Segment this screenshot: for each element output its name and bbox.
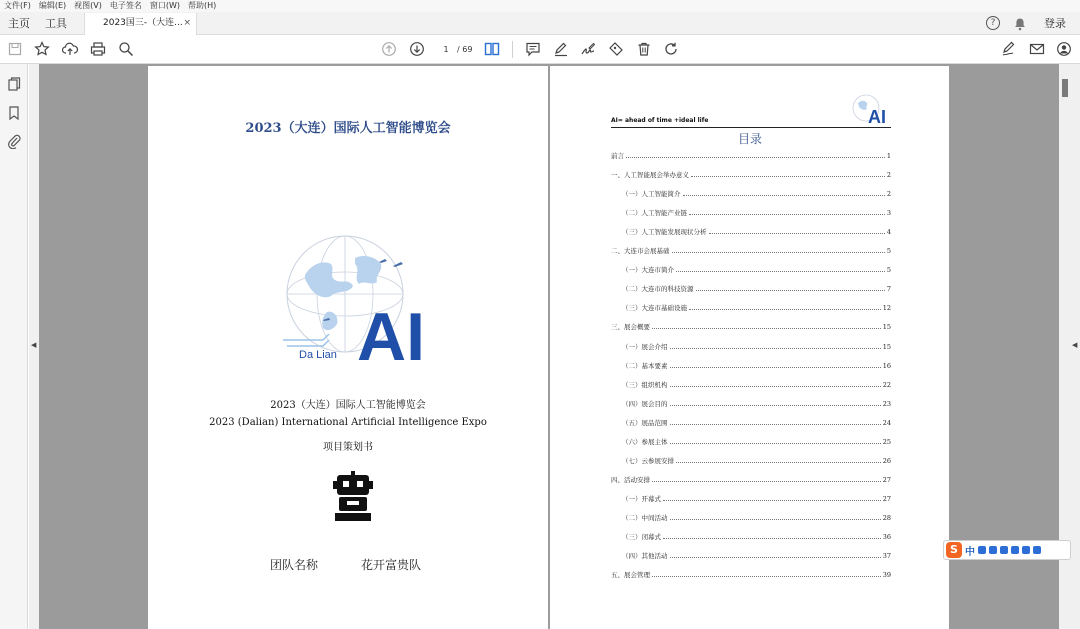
- toc-entry[interactable]: [622, 398, 891, 408]
- header-tagline: AI= ahead of time +ideal life: [611, 117, 709, 124]
- toc-entry-page: 3: [886, 209, 891, 218]
- ime-logo-icon[interactable]: S: [946, 542, 962, 558]
- toc-leader-dots: [670, 386, 881, 387]
- robot-icon: [327, 471, 379, 523]
- toc-entry-page: 26: [882, 456, 891, 465]
- share-user-icon[interactable]: [1056, 41, 1072, 57]
- team-name: 花开富贵队: [361, 558, 422, 572]
- menu-file[interactable]: 文件(F): [4, 1, 31, 10]
- cover-subtitle-cn: 2023（大连）国际人工智能博览会: [270, 400, 426, 411]
- ime-toolbar[interactable]: [943, 540, 1071, 560]
- rotate-icon[interactable]: [663, 41, 679, 57]
- toc-entry-page: 22: [882, 380, 891, 389]
- bookmark-star-icon[interactable]: [34, 41, 50, 57]
- print-icon[interactable]: [90, 41, 106, 57]
- toc-entry-label: （一）大连市简介: [622, 266, 674, 275]
- tab-document[interactable]: [84, 13, 197, 35]
- toc-entry-label: （二）中间活动: [622, 513, 668, 522]
- toc-leader-dots: [696, 290, 885, 291]
- toc-entry-label: 五、展会管理: [611, 571, 650, 580]
- toc-entry[interactable]: [622, 341, 891, 351]
- toc-entry[interactable]: [622, 550, 891, 560]
- menu-help[interactable]: 帮助(H): [188, 1, 217, 10]
- toc-leader-dots: [670, 443, 881, 444]
- toc-entry-label: 二、大连市会展基础: [611, 247, 670, 256]
- close-tab-icon[interactable]: ×: [183, 18, 191, 28]
- toc-entry-label: 前言: [611, 152, 624, 160]
- toc-leader-dots: [689, 309, 881, 310]
- email-icon[interactable]: [1029, 41, 1045, 57]
- chevron-left-icon[interactable]: ◀: [1072, 341, 1078, 349]
- highlight-pen-icon[interactable]: [553, 41, 569, 57]
- previous-page-icon[interactable]: [381, 41, 397, 57]
- toc-entry-label: （三）闭幕式: [622, 533, 661, 541]
- toc-entry[interactable]: [622, 455, 891, 465]
- toc-entry[interactable]: [622, 379, 891, 389]
- fill-sign-icon[interactable]: [1001, 41, 1017, 57]
- toc-entry[interactable]: [622, 226, 891, 236]
- toc-entry-label: （一）展会介绍: [622, 342, 668, 351]
- toc-entry-page: 37: [882, 552, 891, 561]
- notification-bell-icon[interactable]: [1013, 16, 1027, 35]
- tab-document-label: 2023国三-（大连...: [103, 18, 183, 28]
- toc-leader-dots: [683, 195, 885, 196]
- left-panel-toggle[interactable]: [29, 64, 39, 629]
- toc-entry-page: 24: [882, 418, 891, 427]
- toc-entry[interactable]: [622, 417, 891, 427]
- toc-entry[interactable]: [622, 264, 891, 274]
- help-icon[interactable]: ?: [986, 16, 1000, 30]
- page-total-label: / 69: [457, 45, 473, 54]
- toc-entry[interactable]: [622, 493, 891, 503]
- toc-entry-label: （六）参展主体: [622, 437, 668, 446]
- toc-entry-page: 4: [886, 228, 891, 237]
- toc-leader-dots: [672, 252, 885, 253]
- punctuation-icon[interactable]: [978, 546, 986, 554]
- toolbar: [0, 35, 1080, 64]
- team-label: 团队名称: [270, 558, 319, 572]
- toc-entry-page: 12: [882, 304, 891, 313]
- skin-icon[interactable]: [1011, 546, 1019, 554]
- keyboard-icon[interactable]: [1000, 546, 1008, 554]
- header-logo: [850, 93, 890, 127]
- toc-leader-dots: [652, 576, 881, 577]
- tab-tools[interactable]: 工具: [45, 17, 67, 30]
- toc-entry-page: 15: [882, 342, 891, 351]
- toc-entry[interactable]: [622, 188, 891, 198]
- ime-mode-toggle[interactable]: 中: [965, 546, 975, 558]
- menu-view[interactable]: 视图(V): [74, 1, 102, 10]
- toc-entry-page: 2: [886, 190, 891, 199]
- menu-bar: [0, 0, 1080, 12]
- toc-entry-page: 2: [886, 171, 891, 180]
- toc-entry-page: 27: [882, 475, 891, 484]
- cover-subtitle-en: 2023 (Dalian) International Artificial Intelligence Expo: [209, 417, 487, 428]
- toc-entry-label: 三、展会概要: [611, 323, 650, 332]
- microphone-icon[interactable]: [989, 546, 997, 554]
- toc-leader-dots: [663, 538, 881, 539]
- toolbar-divider: [512, 41, 513, 58]
- toc-entry[interactable]: [611, 150, 891, 160]
- stamp-icon[interactable]: [608, 41, 624, 57]
- toc-entry-page: 5: [886, 266, 891, 275]
- toc-title: 目录: [737, 132, 762, 146]
- toc-entry-page: 15: [882, 323, 891, 332]
- toc-entry[interactable]: [622, 531, 891, 541]
- toc-leader-dots: [626, 157, 885, 158]
- toc-entry-label: 一、人工智能展会举办意义: [611, 171, 689, 180]
- toc-entry-label: （一）开幕式: [622, 494, 661, 503]
- toc-entry-page: 36: [882, 533, 891, 541]
- zoom-search-icon[interactable]: [118, 41, 134, 57]
- toc-entry-page: 28: [882, 513, 891, 522]
- delete-icon[interactable]: [636, 41, 652, 57]
- pdf-page-toc: [550, 66, 949, 629]
- cover-title: 2023（大连）国际人工智能博览会: [245, 121, 451, 136]
- toc-entry-page: 39: [882, 571, 891, 580]
- chevron-left-icon: ◀: [31, 341, 37, 349]
- scrollbar-thumb[interactable]: [1062, 79, 1068, 97]
- toc-leader-dots: [670, 348, 881, 349]
- toc-entry[interactable]: [611, 245, 891, 255]
- toc-leader-dots: [670, 557, 881, 558]
- sign-icon[interactable]: [580, 41, 596, 57]
- logo-ai-text: AI: [357, 299, 425, 368]
- menu-esign[interactable]: 电子签名: [109, 1, 142, 10]
- header-rule: [611, 127, 891, 128]
- toc-leader-dots: [670, 424, 881, 425]
- toc-entry-label: （七）云参展安排: [622, 456, 674, 465]
- toc-entry-page: 7: [886, 285, 891, 294]
- toc-leader-dots: [663, 500, 881, 501]
- toc-entry-label: （五）展品范围: [622, 418, 668, 427]
- toc-entry-label: （一）人工智能简介: [622, 190, 681, 199]
- toc-entry-label: （三）人工智能发展现状分析: [622, 228, 707, 237]
- toc-entry-page: 23: [882, 399, 891, 408]
- attachments-icon[interactable]: [6, 133, 22, 149]
- toc-entry-page: 5: [886, 247, 891, 256]
- logo-city-text: Da Lian: [299, 349, 337, 361]
- save-icon[interactable]: [7, 41, 23, 57]
- toc-entry[interactable]: [611, 169, 891, 179]
- next-page-icon[interactable]: [409, 41, 425, 57]
- toc-leader-dots: [676, 271, 885, 272]
- toc-entry[interactable]: [611, 474, 891, 484]
- toc-entry[interactable]: [622, 360, 891, 370]
- toc-leader-dots: [709, 233, 885, 234]
- login-button[interactable]: 登录: [1044, 17, 1066, 30]
- toolbox-icon[interactable]: [1022, 546, 1030, 554]
- toc-leader-dots: [676, 462, 881, 463]
- toc-entry[interactable]: [611, 321, 891, 331]
- toc-entry[interactable]: [622, 512, 891, 522]
- toc-entry[interactable]: [622, 302, 891, 312]
- toc-entry-page: 1: [886, 152, 891, 160]
- page-thumbnails-icon[interactable]: [6, 76, 22, 92]
- toc-entry-label: （二）大连市的科技资源: [622, 285, 694, 294]
- toc-leader-dots: [670, 519, 881, 520]
- menu-edit[interactable]: 编辑(E): [38, 1, 67, 10]
- toc-leader-dots: [670, 367, 881, 368]
- toc-entry-label: （三）大连市基础设施: [622, 304, 687, 313]
- toc-entry-label: 四、活动安排: [611, 475, 650, 484]
- toc-entry-page: 27: [882, 494, 891, 503]
- two-page-view-icon[interactable]: [484, 41, 500, 57]
- toc-entry-label: （三）组织机构: [622, 380, 668, 389]
- toc-entry-label: （四）展会目的: [622, 399, 668, 408]
- toc-leader-dots: [652, 328, 881, 329]
- menu-window[interactable]: 窗口(W): [149, 1, 181, 10]
- header-logo-text: AI: [868, 107, 886, 127]
- settings-gear-icon[interactable]: [1033, 546, 1041, 554]
- tab-bar: [0, 12, 1080, 35]
- toc-leader-dots: [691, 176, 885, 177]
- expo-logo: [267, 232, 439, 368]
- toc-entry[interactable]: [622, 207, 891, 217]
- toc-entry-page: 25: [882, 437, 891, 446]
- comment-icon[interactable]: [525, 41, 541, 57]
- toc-entry[interactable]: [622, 436, 891, 446]
- left-navigation-rail: [0, 64, 28, 629]
- toc-leader-dots: [689, 214, 885, 215]
- bookmarks-icon[interactable]: [6, 105, 22, 121]
- document-viewer[interactable]: [39, 64, 1059, 629]
- toc-entry[interactable]: [622, 283, 891, 293]
- toc-entry[interactable]: [611, 569, 891, 579]
- toc-entry-page: 16: [882, 361, 891, 370]
- toc-leader-dots: [670, 405, 881, 406]
- pdf-page-cover: [148, 66, 548, 629]
- cover-doc-type: 项目策划书: [323, 442, 373, 453]
- upload-cloud-icon[interactable]: [62, 41, 78, 57]
- page-number-input[interactable]: 1: [443, 45, 449, 54]
- tab-home[interactable]: 主页: [8, 17, 30, 30]
- toc-entry-label: （二）基本要素: [622, 361, 668, 370]
- toc-entry-label: （二）人工智能产业链: [622, 209, 687, 218]
- toc-leader-dots: [652, 481, 881, 482]
- toc-entry-label: （四）其他活动: [622, 552, 668, 561]
